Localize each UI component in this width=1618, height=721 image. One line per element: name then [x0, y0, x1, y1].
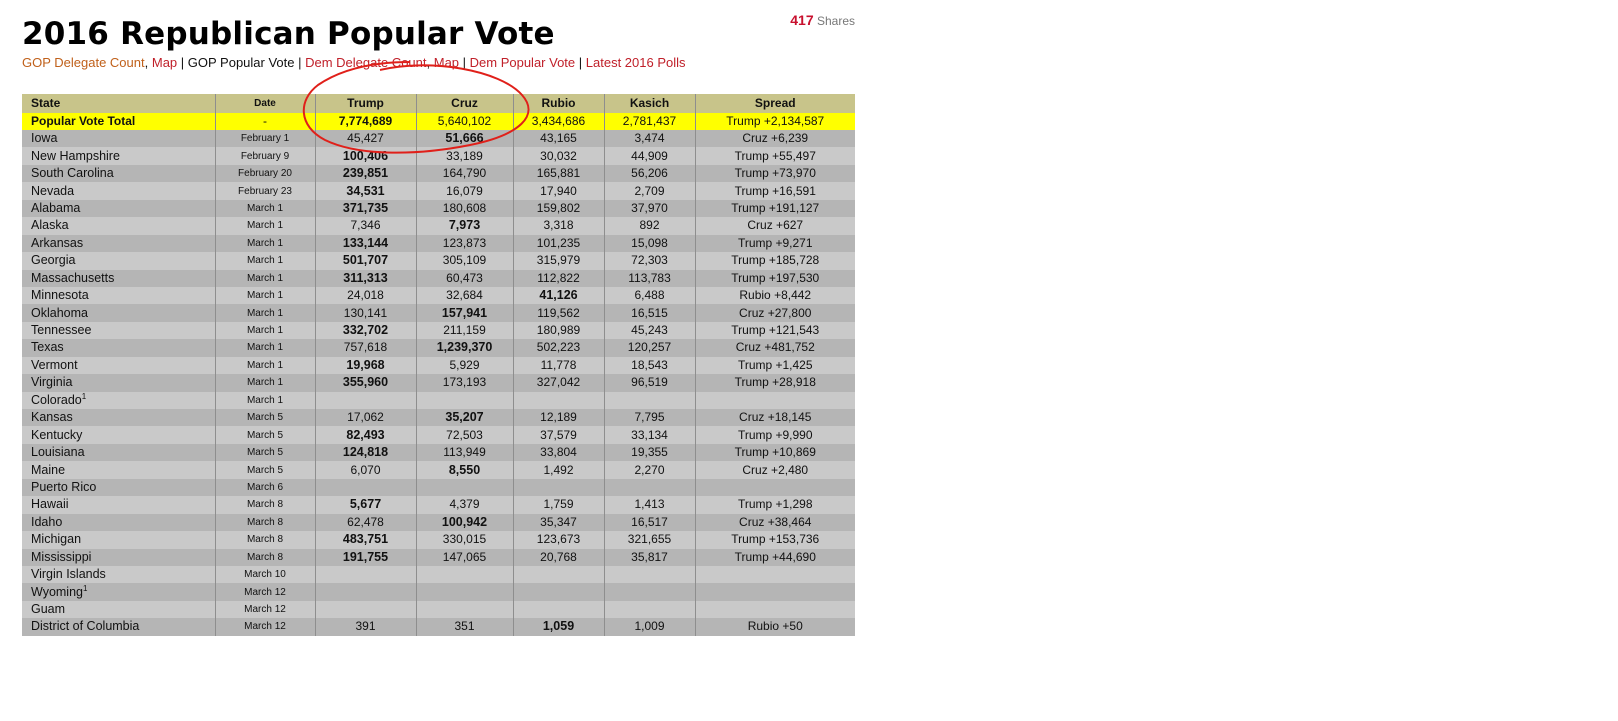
- date-cell: March 1: [215, 287, 315, 304]
- kasich-votes-cell: 16,515: [604, 304, 695, 321]
- cruz-votes-cell: [416, 601, 513, 618]
- state-cell: [22, 200, 215, 217]
- trump-votes-cell: 100,406: [315, 147, 416, 164]
- kasich-votes-cell: 37,970: [604, 200, 695, 217]
- rubio-votes-cell: 123,673: [513, 531, 604, 548]
- column-header-spread: Spread: [695, 94, 855, 113]
- footnote-marker: 1: [81, 391, 87, 401]
- date-cell: February 1: [215, 130, 315, 147]
- trump-votes-cell: 17,062: [315, 409, 416, 426]
- date-cell: March 1: [215, 200, 315, 217]
- nav-link-map[interactable]: Map: [151, 55, 178, 70]
- cruz-votes-cell: 7,973: [416, 217, 513, 234]
- cruz-votes-cell: 211,159: [416, 322, 513, 339]
- date-cell: March 12: [215, 583, 315, 600]
- spread-cell: Trump +73,970: [695, 165, 855, 182]
- kasich-votes-cell: 321,655: [604, 531, 695, 548]
- kasich-votes-cell: 45,243: [604, 322, 695, 339]
- table-row: [22, 601, 855, 618]
- date-cell: March 1: [215, 339, 315, 356]
- date-cell: February 20: [215, 165, 315, 182]
- nav-separator: ,: [144, 55, 152, 70]
- kasich-votes-cell: 72,303: [604, 252, 695, 269]
- rubio-votes-cell: 112,822: [513, 270, 604, 287]
- rubio-votes-cell: 20,768: [513, 549, 604, 566]
- kasich-votes-cell: 56,206: [604, 165, 695, 182]
- state-name: Minnesota: [31, 288, 89, 303]
- nav-link-gop-popular-vote[interactable]: GOP Popular Vote: [187, 55, 295, 70]
- rubio-votes-cell: 1,059: [513, 618, 604, 635]
- spread-cell: Trump +1,425: [695, 357, 855, 374]
- state-name: Tennessee: [31, 323, 92, 338]
- rubio-votes-cell: [513, 583, 604, 600]
- state-name: Vermont: [31, 357, 78, 372]
- table-row: [22, 479, 855, 496]
- state-cell: [22, 549, 215, 566]
- rubio-votes-cell: 119,562: [513, 304, 604, 321]
- spread-cell: Trump +10,869: [695, 444, 855, 461]
- spread-cell: Trump +9,990: [695, 426, 855, 443]
- rubio-votes-cell: 3,318: [513, 217, 604, 234]
- date-cell: March 1: [215, 322, 315, 339]
- spread-cell: Cruz +2,480: [695, 461, 855, 478]
- nav-link-map[interactable]: Map: [433, 55, 460, 70]
- state-name: Hawaii: [31, 497, 69, 512]
- table-row: [22, 252, 855, 269]
- state-cell: [22, 339, 215, 356]
- state-name: Maine: [31, 462, 66, 477]
- column-header-rubio: Rubio: [513, 94, 604, 113]
- total-rubio: 3,434,686: [513, 113, 604, 130]
- nav-separator: ,: [426, 55, 434, 70]
- table-row: [22, 426, 855, 443]
- date-cell: March 12: [215, 601, 315, 618]
- rubio-votes-cell: 12,189: [513, 409, 604, 426]
- state-cell: [22, 514, 215, 531]
- rubio-votes-cell: [513, 601, 604, 618]
- date-cell: February 9: [215, 147, 315, 164]
- spread-cell: Trump +197,530: [695, 270, 855, 287]
- kasich-votes-cell: 15,098: [604, 235, 695, 252]
- table-row: [22, 357, 855, 374]
- kasich-votes-cell: [604, 392, 695, 409]
- trump-votes-cell: 62,478: [315, 514, 416, 531]
- state-cell: [22, 182, 215, 199]
- nav-separator: |: [177, 55, 188, 70]
- nav-link-latest-2016-polls[interactable]: Latest 2016 Polls: [585, 55, 686, 70]
- nav-link-dem-delegate-count[interactable]: Dem Delegate Count: [305, 55, 427, 70]
- rubio-votes-cell: 1,759: [513, 496, 604, 513]
- state-name: Wyoming: [31, 584, 83, 599]
- trump-votes-cell: [315, 601, 416, 618]
- state-cell: [22, 287, 215, 304]
- table-row: [22, 287, 855, 304]
- table-row: [22, 147, 855, 164]
- state-name: Iowa: [31, 131, 58, 146]
- column-header-cruz: Cruz: [416, 94, 513, 113]
- table-row: [22, 409, 855, 426]
- cruz-votes-cell: 1,239,370: [416, 339, 513, 356]
- total-cruz: 5,640,102: [416, 113, 513, 130]
- popular-vote-table: [22, 94, 855, 636]
- cruz-votes-cell: 33,189: [416, 147, 513, 164]
- state-cell: [22, 566, 215, 583]
- rubio-votes-cell: 11,778: [513, 357, 604, 374]
- spread-cell: Cruz +481,752: [695, 339, 855, 356]
- state-name: Louisiana: [31, 445, 85, 460]
- kasich-votes-cell: 1,009: [604, 618, 695, 635]
- rubio-votes-cell: 1,492: [513, 461, 604, 478]
- trump-votes-cell: [315, 479, 416, 496]
- spread-cell: Cruz +38,464: [695, 514, 855, 531]
- cruz-votes-cell: 72,503: [416, 426, 513, 443]
- cruz-votes-cell: 157,941: [416, 304, 513, 321]
- nav-separator: |: [294, 55, 306, 70]
- kasich-votes-cell: 33,134: [604, 426, 695, 443]
- date-cell: March 1: [215, 357, 315, 374]
- column-header-trump: Trump: [315, 94, 416, 113]
- cruz-votes-cell: 60,473: [416, 270, 513, 287]
- cruz-votes-cell: 305,109: [416, 252, 513, 269]
- kasich-votes-cell: 3,474: [604, 130, 695, 147]
- trump-votes-cell: 501,707: [315, 252, 416, 269]
- kasich-votes-cell: 19,355: [604, 444, 695, 461]
- column-header-kasich: Kasich: [604, 94, 695, 113]
- cruz-votes-cell: 32,684: [416, 287, 513, 304]
- state-name: Michigan: [31, 532, 82, 547]
- table-row: [22, 322, 855, 339]
- date-cell: March 1: [215, 304, 315, 321]
- rubio-votes-cell: 315,979: [513, 252, 604, 269]
- state-cell: [22, 426, 215, 443]
- state-cell: [22, 165, 215, 182]
- spread-cell: Trump +153,736: [695, 531, 855, 548]
- rubio-votes-cell: [513, 392, 604, 409]
- kasich-votes-cell: 6,488: [604, 287, 695, 304]
- state-name: Georgia: [31, 253, 76, 268]
- spread-cell: Trump +191,127: [695, 200, 855, 217]
- rubio-votes-cell: [513, 479, 604, 496]
- share-counter[interactable]: [790, 12, 855, 28]
- spread-cell: Trump +28,918: [695, 374, 855, 391]
- spread-cell: Trump +185,728: [695, 252, 855, 269]
- state-cell: [22, 270, 215, 287]
- table-row: [22, 217, 855, 234]
- rubio-votes-cell: 502,223: [513, 339, 604, 356]
- cruz-votes-cell: 164,790: [416, 165, 513, 182]
- share-label: Shares: [816, 14, 855, 28]
- trump-votes-cell: 391: [315, 618, 416, 635]
- trump-votes-cell: 19,968: [315, 357, 416, 374]
- state-name: New Hampshire: [31, 148, 120, 163]
- cruz-votes-cell: 51,666: [416, 130, 513, 147]
- kasich-votes-cell: 892: [604, 217, 695, 234]
- state-name: Alabama: [31, 200, 81, 215]
- footnote-marker: 1: [82, 583, 88, 593]
- kasich-votes-cell: [604, 601, 695, 618]
- table-row: [22, 235, 855, 252]
- state-name: Virgin Islands: [31, 567, 106, 582]
- cruz-votes-cell: 100,942: [416, 514, 513, 531]
- spread-cell: Trump +121,543: [695, 322, 855, 339]
- table-row: [22, 549, 855, 566]
- cruz-votes-cell: 16,079: [416, 182, 513, 199]
- state-cell: [22, 217, 215, 234]
- date-cell: March 8: [215, 531, 315, 548]
- state-cell: [22, 304, 215, 321]
- cruz-votes-cell: [416, 583, 513, 600]
- trump-votes-cell: [315, 566, 416, 583]
- date-cell: March 1: [215, 374, 315, 391]
- cruz-votes-cell: 330,015: [416, 531, 513, 548]
- state-cell: [22, 479, 215, 496]
- state-cell: [22, 130, 215, 147]
- spread-cell: Cruz +27,800: [695, 304, 855, 321]
- trump-votes-cell: [315, 583, 416, 600]
- kasich-votes-cell: 120,257: [604, 339, 695, 356]
- column-header-date: Date: [215, 94, 315, 113]
- cruz-votes-cell: [416, 479, 513, 496]
- kasich-votes-cell: 2,270: [604, 461, 695, 478]
- table-row: [22, 496, 855, 513]
- cruz-votes-cell: 123,873: [416, 235, 513, 252]
- date-cell: March 5: [215, 461, 315, 478]
- trump-votes-cell: 191,755: [315, 549, 416, 566]
- trump-votes-cell: 371,735: [315, 200, 416, 217]
- table-row: [22, 514, 855, 531]
- table-header-row: [22, 94, 855, 113]
- state-name: Massachusetts: [31, 270, 115, 285]
- date-cell: March 8: [215, 514, 315, 531]
- kasich-votes-cell: 96,519: [604, 374, 695, 391]
- state-name: District of Columbia: [31, 619, 140, 634]
- date-cell: March 5: [215, 409, 315, 426]
- page-title: 2016 Republican Popular Vote: [22, 16, 555, 52]
- state-cell: [22, 496, 215, 513]
- spread-cell: [695, 601, 855, 618]
- kasich-votes-cell: 35,817: [604, 549, 695, 566]
- trump-votes-cell: 311,313: [315, 270, 416, 287]
- table-row: [22, 392, 855, 409]
- cruz-votes-cell: 180,608: [416, 200, 513, 217]
- trump-votes-cell: 6,070: [315, 461, 416, 478]
- date-cell: March 8: [215, 496, 315, 513]
- date-cell: March 1: [215, 392, 315, 409]
- kasich-votes-cell: 2,709: [604, 182, 695, 199]
- rubio-votes-cell: 17,940: [513, 182, 604, 199]
- spread-cell: Trump +55,497: [695, 147, 855, 164]
- state-cell: [22, 618, 215, 635]
- state-cell: [22, 322, 215, 339]
- share-count: 417: [790, 12, 814, 28]
- table-row: [22, 618, 855, 635]
- state-cell: [22, 444, 215, 461]
- table-row: [22, 374, 855, 391]
- rubio-votes-cell: 101,235: [513, 235, 604, 252]
- nav-link-gop-delegate-count[interactable]: GOP Delegate Count: [22, 55, 145, 70]
- nav-separator: |: [459, 55, 470, 70]
- spread-cell: Trump +1,298: [695, 496, 855, 513]
- state-cell: [22, 583, 215, 600]
- kasich-votes-cell: 1,413: [604, 496, 695, 513]
- nav-separator: |: [575, 55, 586, 70]
- kasich-votes-cell: [604, 566, 695, 583]
- date-cell: March 5: [215, 426, 315, 443]
- table-row: [22, 165, 855, 182]
- cruz-votes-cell: 351: [416, 618, 513, 635]
- state-name: Alaska: [31, 218, 69, 233]
- state-name: Guam: [31, 602, 66, 617]
- kasich-votes-cell: 16,517: [604, 514, 695, 531]
- rubio-votes-cell: 159,802: [513, 200, 604, 217]
- spread-cell: Trump +9,271: [695, 235, 855, 252]
- spread-cell: [695, 566, 855, 583]
- trump-votes-cell: 239,851: [315, 165, 416, 182]
- spread-cell: Trump +16,591: [695, 182, 855, 199]
- trump-votes-cell: 124,818: [315, 444, 416, 461]
- rubio-votes-cell: 30,032: [513, 147, 604, 164]
- trump-votes-cell: 757,618: [315, 339, 416, 356]
- trump-votes-cell: 7,346: [315, 217, 416, 234]
- kasich-votes-cell: 18,543: [604, 357, 695, 374]
- state-cell: [22, 147, 215, 164]
- total-label: Popular Vote Total: [22, 113, 215, 130]
- date-cell: March 6: [215, 479, 315, 496]
- state-cell: [22, 601, 215, 618]
- state-cell: [22, 409, 215, 426]
- kasich-votes-cell: [604, 583, 695, 600]
- rubio-votes-cell: 35,347: [513, 514, 604, 531]
- rubio-votes-cell: [513, 566, 604, 583]
- table-row: [22, 130, 855, 147]
- state-cell: [22, 374, 215, 391]
- table-row: [22, 531, 855, 548]
- cruz-votes-cell: 147,065: [416, 549, 513, 566]
- nav-link-dem-popular-vote[interactable]: Dem Popular Vote: [469, 55, 576, 70]
- kasich-votes-cell: 7,795: [604, 409, 695, 426]
- state-name: Kansas: [31, 410, 73, 425]
- rubio-votes-cell: 180,989: [513, 322, 604, 339]
- state-cell: [22, 252, 215, 269]
- spread-cell: Rubio +8,442: [695, 287, 855, 304]
- spread-cell: Trump +44,690: [695, 549, 855, 566]
- state-name: Idaho: [31, 514, 63, 529]
- cruz-votes-cell: 5,929: [416, 357, 513, 374]
- table-row: [22, 444, 855, 461]
- state-name: Mississippi: [31, 549, 92, 564]
- related-links-nav: [22, 55, 686, 70]
- trump-votes-cell: 332,702: [315, 322, 416, 339]
- state-name: Arkansas: [31, 235, 84, 250]
- total-trump: 7,774,689: [315, 113, 416, 130]
- popular-vote-total-row: [22, 113, 855, 130]
- cruz-votes-cell: 35,207: [416, 409, 513, 426]
- table-row: [22, 304, 855, 321]
- trump-votes-cell: 133,144: [315, 235, 416, 252]
- date-cell: February 23: [215, 182, 315, 199]
- date-cell: March 12: [215, 618, 315, 635]
- table-row: [22, 200, 855, 217]
- table-row: [22, 566, 855, 583]
- column-header-state: State: [22, 94, 215, 113]
- spread-cell: Rubio +50: [695, 618, 855, 635]
- state-name: Kentucky: [31, 427, 83, 442]
- table-row: [22, 339, 855, 356]
- trump-votes-cell: 34,531: [315, 182, 416, 199]
- total-spread: Trump +2,134,587: [695, 113, 855, 130]
- date-cell: March 1: [215, 270, 315, 287]
- cruz-votes-cell: 8,550: [416, 461, 513, 478]
- trump-votes-cell: 130,141: [315, 304, 416, 321]
- date-cell: March 1: [215, 235, 315, 252]
- cruz-votes-cell: [416, 392, 513, 409]
- trump-votes-cell: 483,751: [315, 531, 416, 548]
- date-cell: March 8: [215, 549, 315, 566]
- cruz-votes-cell: 173,193: [416, 374, 513, 391]
- spread-cell: Cruz +6,239: [695, 130, 855, 147]
- state-cell: [22, 357, 215, 374]
- state-name: Puerto Rico: [31, 479, 97, 494]
- spread-cell: Cruz +627: [695, 217, 855, 234]
- spread-cell: [695, 479, 855, 496]
- state-name: Oklahoma: [31, 305, 88, 320]
- total-kasich: 2,781,437: [604, 113, 695, 130]
- rubio-votes-cell: 33,804: [513, 444, 604, 461]
- kasich-votes-cell: 113,783: [604, 270, 695, 287]
- spread-cell: [695, 583, 855, 600]
- date-cell: March 1: [215, 217, 315, 234]
- state-cell: [22, 531, 215, 548]
- table-row: [22, 461, 855, 478]
- rubio-votes-cell: 43,165: [513, 130, 604, 147]
- kasich-votes-cell: 44,909: [604, 147, 695, 164]
- state-cell: [22, 461, 215, 478]
- rubio-votes-cell: 41,126: [513, 287, 604, 304]
- state-name: South Carolina: [31, 166, 114, 181]
- trump-votes-cell: 45,427: [315, 130, 416, 147]
- rubio-votes-cell: 37,579: [513, 426, 604, 443]
- state-name: Nevada: [31, 183, 75, 198]
- spread-cell: Cruz +18,145: [695, 409, 855, 426]
- table-row: [22, 583, 855, 600]
- trump-votes-cell: 82,493: [315, 426, 416, 443]
- state-name: Texas: [31, 340, 64, 355]
- total-date: -: [215, 113, 315, 130]
- cruz-votes-cell: [416, 566, 513, 583]
- state-name: Virginia: [31, 375, 73, 390]
- trump-votes-cell: 24,018: [315, 287, 416, 304]
- state-cell: [22, 235, 215, 252]
- rubio-votes-cell: 327,042: [513, 374, 604, 391]
- trump-votes-cell: [315, 392, 416, 409]
- cruz-votes-cell: 4,379: [416, 496, 513, 513]
- rubio-votes-cell: 165,881: [513, 165, 604, 182]
- date-cell: March 10: [215, 566, 315, 583]
- date-cell: March 5: [215, 444, 315, 461]
- table-row: [22, 270, 855, 287]
- trump-votes-cell: 355,960: [315, 374, 416, 391]
- state-cell: [22, 392, 215, 409]
- date-cell: March 1: [215, 252, 315, 269]
- trump-votes-cell: 5,677: [315, 496, 416, 513]
- state-name: Colorado: [31, 392, 82, 407]
- kasich-votes-cell: [604, 479, 695, 496]
- spread-cell: [695, 392, 855, 409]
- table-row: [22, 182, 855, 199]
- cruz-votes-cell: 113,949: [416, 444, 513, 461]
